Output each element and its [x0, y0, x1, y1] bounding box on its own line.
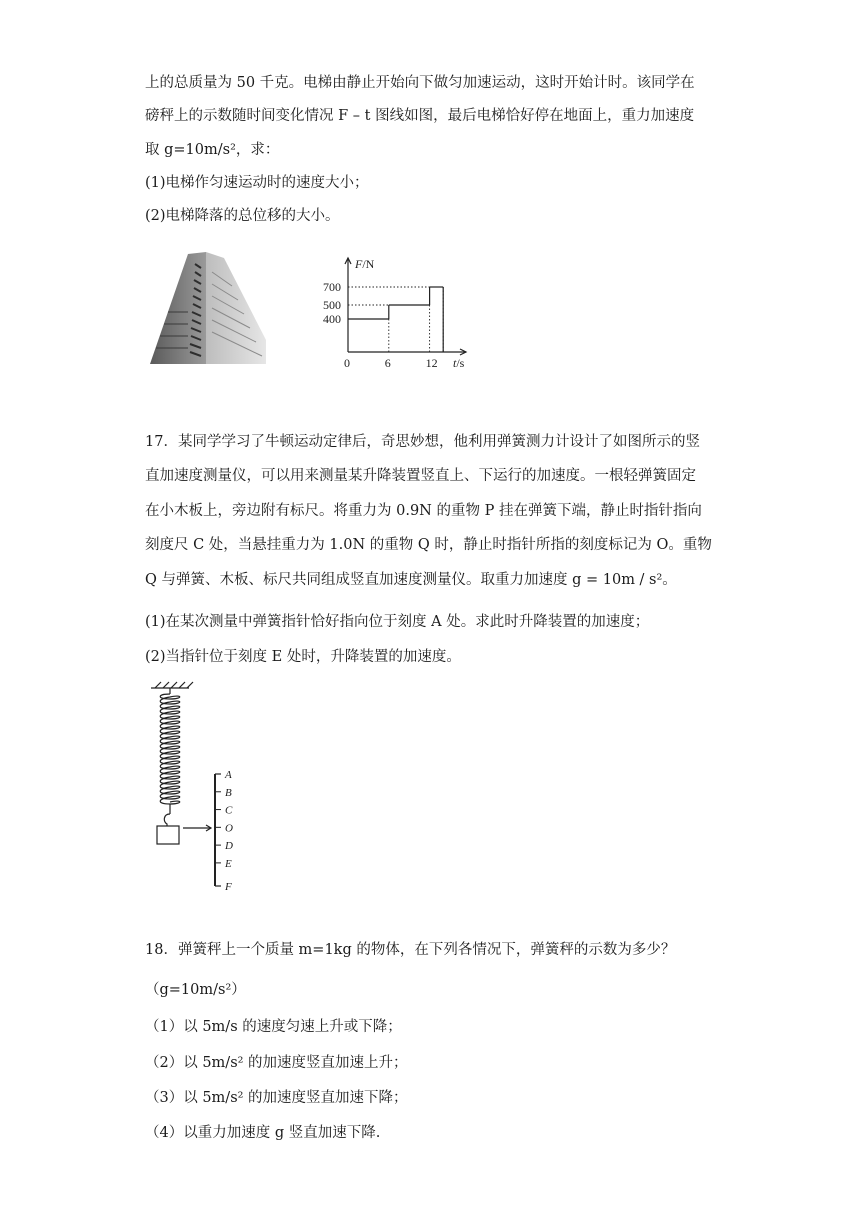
y-tick-label: 500 [323, 298, 341, 312]
y-tick-label: 700 [323, 280, 341, 294]
p17-line-4: 刻度尺 C 处，当悬挂重力为 1.0N 的重物 Q 时，静止时指针所指的刻度标记为 O。重物 [145, 537, 712, 553]
x-tick-label: 6 [384, 356, 391, 370]
x-tick-label: 0 [344, 356, 350, 370]
p16-line-2: 磅秤上的示数随时间变化情况 F – t 图线如图，最后电梯恰好停在地面上，重力加速度 [145, 108, 695, 124]
p17-line-5: Q 与弹簧、木板、标尺共同组成竖直加速度测量仪。取重力加速度 g = 10m / s²。 [145, 572, 677, 588]
p18-line-1: 18．弹簧秤上一个质量 m=1kg 的物体，在下列各情况下，弹簧秤的示数为多少？ [145, 942, 676, 958]
p18-line-3: （1）以 5m/s 的速度匀速上升或下降； [145, 1019, 402, 1035]
scale-label-E: E [225, 857, 232, 870]
p16-line-1: 上的总质量为 50 千克。电梯由静止开始向下做匀加速运动，这时开始计时。该同学在 [145, 75, 695, 91]
y-axis-label: F/N [355, 257, 375, 271]
p16-line-4: (1)电梯作匀速运动时的速度大小； [145, 175, 369, 191]
scale-label-O: O [225, 822, 233, 835]
p17-line-2: 直加速度测量仪，可以用来测量某升降装置竖直上、下运行的加速度。一根轻弹簧固定 [145, 468, 696, 484]
p17-line-1: 17．某同学学习了牛顿运动定律后，奇思妙想，他利用弹簧测力计设计了如图所示的竖 [145, 434, 700, 450]
y-tick-label: 400 [323, 312, 341, 326]
p18-line-2: （g=10m/s²） [145, 982, 246, 998]
scale-label-C: C [225, 804, 233, 817]
p16-line-3: 取 g=10m/s²，求： [145, 142, 280, 158]
p17-line-6: (1)在某次测量中弹簧指针恰好指向位于刻度 A 处。求此时升降装置的加速度； [145, 614, 650, 630]
x-tick-label: 12 [425, 356, 438, 370]
p18-line-6: （4）以重力加速度 g 竖直加速下降. [145, 1125, 381, 1141]
spring-coil [160, 694, 180, 804]
scale-label-B: B [225, 786, 232, 799]
force-time-chart [318, 250, 478, 375]
p17-line-7: (2)当指针位于刻度 E 处时，升降装置的加速度。 [145, 649, 461, 665]
scale-label-A: A [225, 769, 232, 781]
building-photo [148, 252, 268, 364]
p18-line-5: （3）以 5m/s² 的加速度竖直加速下降； [145, 1090, 408, 1106]
x-axis-label: t/s [453, 356, 465, 370]
p16-line-5: (2)电梯降落的总位移的大小。 [145, 208, 340, 224]
p17-line-3: 在小木板上，旁边附有标尺。将重力为 0.9N 的重物 P 挂在弹簧下端，静止时指针指向 [145, 503, 702, 519]
scale-label-F: F [225, 881, 232, 893]
spring-scale-diagram [145, 680, 255, 895]
scale-label-D: D [225, 840, 233, 853]
p18-line-4: （2）以 5m/s² 的加速度竖直加速上升； [145, 1055, 408, 1071]
